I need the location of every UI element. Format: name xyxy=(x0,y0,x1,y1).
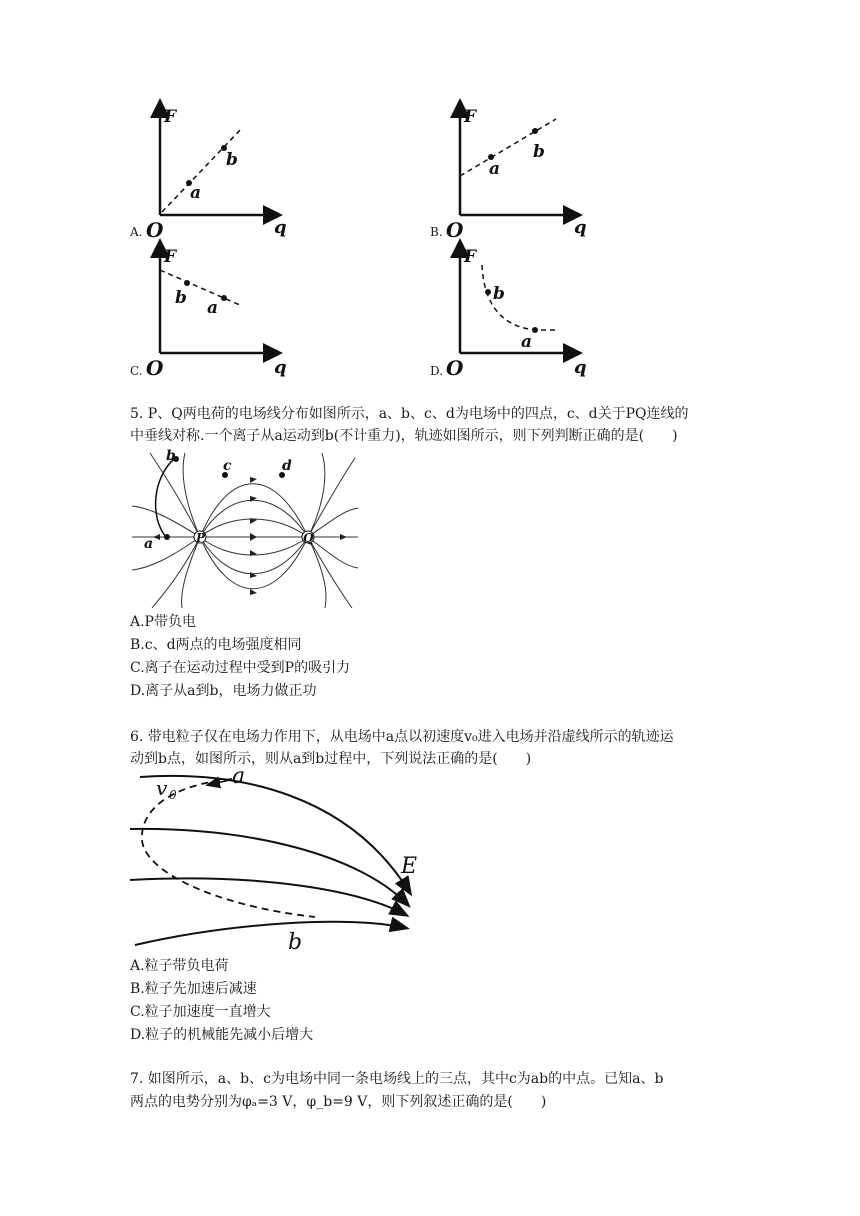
q6-field-figure xyxy=(130,765,430,955)
label-a: a xyxy=(190,183,202,203)
q5-option-b: B.c、d两点的电场强度相同 xyxy=(130,637,302,653)
option-b-label: B. xyxy=(430,225,443,239)
q5-stem-line2: 中垂线对称.一个离子从a运动到b(不计重力)，轨迹如图所示，则下列判断正确的是( ) xyxy=(130,428,678,444)
ion-trajectory xyxy=(156,458,175,537)
q6-stem-line1: 6. 带电粒子仅在电场力作用下，从电场中a点以初速度v₀进入电场并沿虚线所示的轨迹运 xyxy=(130,729,674,745)
option-d-label: D. xyxy=(430,364,444,378)
label-v0-sub: 0 xyxy=(169,788,177,802)
origin-label: O xyxy=(446,356,464,380)
x-axis-label: q xyxy=(274,217,287,238)
dashed-line xyxy=(162,128,242,212)
label-b: b xyxy=(288,930,303,955)
graph-d xyxy=(440,235,600,380)
label-a: a xyxy=(232,765,246,789)
q6-stem-line2: 动到b点，如图所示，则从a到b过程中，下列说法正确的是( ) xyxy=(130,751,532,767)
label-a: a xyxy=(489,159,501,179)
y-axis-label: F xyxy=(464,107,477,127)
q5-option-d: D.离子从a到b，电场力做正功 xyxy=(130,683,317,699)
origin-label: O xyxy=(146,356,164,380)
q7-stem-line1: 7. 如图所示，a、b、c为电场中同一条电场线上的三点，其中c为ab的中点。已知a、b xyxy=(130,1071,664,1087)
label-a: a xyxy=(144,536,154,552)
q6-option-a: A.粒子带负电荷 xyxy=(130,958,229,974)
graph-b xyxy=(440,95,600,240)
particle-trajectory xyxy=(142,779,315,917)
q5-stem-line1: 5. P、Q两电荷的电场线分布如图所示，a、b、c、d为电场中的四点，c、d关于PQ连线的 xyxy=(130,406,689,422)
label-b: b xyxy=(493,284,505,304)
x-axis-label: q xyxy=(574,217,587,238)
label-d: d xyxy=(282,458,292,474)
label-b: b xyxy=(166,448,176,464)
dashed-line xyxy=(160,270,242,306)
y-axis-label: F xyxy=(164,247,177,267)
label-a: a xyxy=(207,298,219,318)
y-axis-label: F xyxy=(164,107,177,127)
point-a xyxy=(532,327,538,333)
option-a-label: A. xyxy=(130,225,143,239)
field-arrows xyxy=(153,477,347,595)
label-v0: v xyxy=(156,776,168,800)
label-b: b xyxy=(226,150,238,170)
option-c-label: C. xyxy=(130,364,143,378)
label-b: b xyxy=(533,142,545,162)
point-b xyxy=(532,128,538,134)
field-lines xyxy=(132,453,358,608)
label-b: b xyxy=(175,288,187,308)
q6-option-c: C.粒子加速度一直增大 xyxy=(130,1004,271,1020)
q5-field-figure xyxy=(130,448,360,608)
charge-q-label: Q xyxy=(303,531,314,545)
origin-label: O xyxy=(446,218,464,240)
graph-a xyxy=(140,95,300,240)
label-c: c xyxy=(223,458,232,474)
label-e: E xyxy=(401,854,418,879)
point-b xyxy=(485,289,491,295)
y-axis-label: F xyxy=(464,247,477,267)
q5-option-a: A.P带负电 xyxy=(130,614,196,630)
x-axis-label: q xyxy=(274,357,287,378)
graph-c xyxy=(140,235,300,380)
label-a: a xyxy=(521,332,533,352)
q6-option-b: B.粒子先加速后减速 xyxy=(130,981,257,997)
point-b xyxy=(184,280,190,286)
q7-stem-line2: 两点的电势分别为φₐ=3 V，φ_b=9 V，则下列叙述正确的是( ) xyxy=(130,1094,547,1110)
q5-option-c: C.离子在运动过程中受到P的吸引力 xyxy=(130,660,351,676)
q6-option-d: D.粒子的机械能先减小后增大 xyxy=(130,1027,314,1043)
point-a xyxy=(221,295,227,301)
charge-p-label: P xyxy=(196,531,206,545)
origin-label: O xyxy=(146,218,164,240)
x-axis-label: q xyxy=(574,357,587,378)
point-a xyxy=(164,534,170,540)
